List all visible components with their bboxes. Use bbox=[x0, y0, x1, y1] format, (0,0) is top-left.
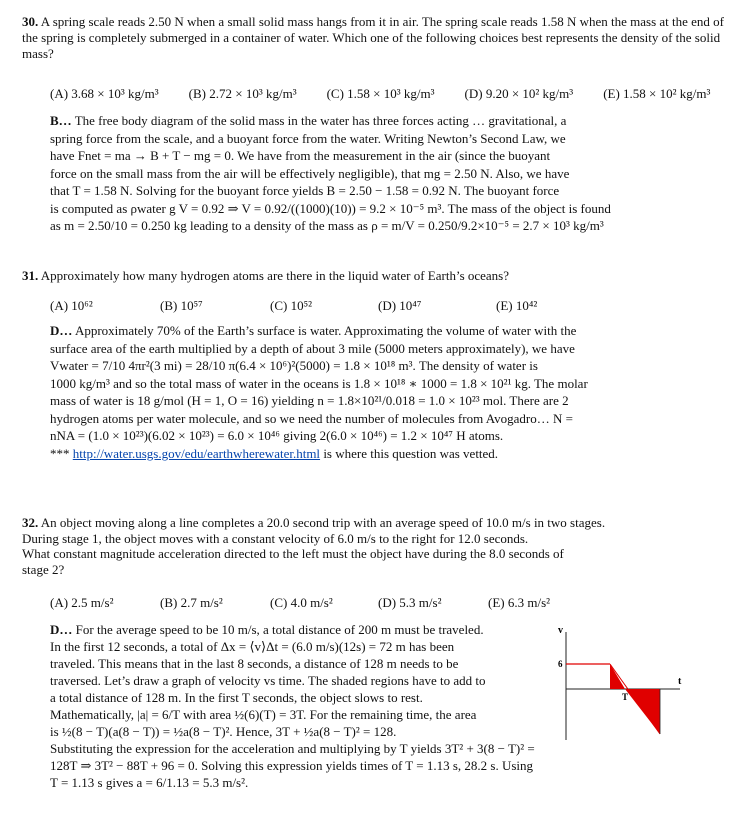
vetted-suffix: is where this question was vetted. bbox=[323, 445, 499, 461]
answer-line: is computed as ρwater g V = 0.92 ⇒ V = 0.92/((1000)(10)) = 9.2 × 10⁻⁵ m³. The mass of the object is found bbox=[50, 200, 611, 216]
y-axis-label: v bbox=[558, 625, 563, 636]
velocity-time-graph bbox=[550, 622, 690, 742]
answer-line: In the first 12 seconds, a total of Δx = ⟨v⟩Δt = (6.0 m/s)(12s) = 72 m has been bbox=[50, 639, 455, 654]
answer-line: that T = 1.58 N. Solving for the buoyant force yields B = 2.50 − 1.58 = 0.92 N. The buoyant force bbox=[50, 183, 560, 198]
answer-line: a total distance of 128 m. In the first T seconds, the object slows to rest. bbox=[50, 690, 423, 705]
option-c[interactable]: (C) 1.58 × 10³ kg/m³ bbox=[326, 86, 435, 101]
question-line: stage 2? bbox=[22, 561, 65, 577]
option-b[interactable]: (B) 2.72 × 10³ kg/m³ bbox=[188, 86, 297, 101]
answer-line: Mathematically, |a| = 6/T with area ½(6)(T) = 3T. For the remaining time, the area bbox=[50, 707, 477, 722]
answer-explanation bbox=[50, 322, 730, 462]
answer-line: nNA = (1.0 × 10²³)(6.02 × 10²³) = 6.0 × 10⁴⁶ giving 2(6.0 × 10⁴⁶) = 1.2 × 10⁴⁷ H atoms. bbox=[50, 428, 504, 443]
answer-line: mass of water is 18 g/mol (H = 1, O = 16) yielding n = 1.8×10²¹/0.018 = 1.0 × 10²³ mol. There are 2 bbox=[50, 393, 569, 408]
option-d[interactable]: (D) 9.20 × 10² kg/m³ bbox=[464, 86, 574, 101]
answer-line: traveled. This means that in the last 8 seconds, a distance of 128 m needs to be bbox=[50, 656, 459, 671]
option-e[interactable]: (E) 6.3 m/s² bbox=[488, 595, 551, 610]
answer-label: B… bbox=[50, 113, 72, 128]
answer-line: hydrogen atoms per water molecule, and so we need the number of molecules from Avogadro… N = bbox=[50, 410, 573, 426]
answer-line: have Fnet = ma → B + T − mg = 0. We have from the measurement in the air (since the buoyant bbox=[50, 148, 551, 163]
answer-explanation bbox=[50, 621, 610, 791]
option-d[interactable]: (D) 10⁴⁷ bbox=[378, 298, 422, 313]
tick-T-label: T bbox=[622, 692, 629, 702]
option-d[interactable]: (D) 5.3 m/s² bbox=[378, 595, 442, 610]
source-link[interactable]: http://water.usgs.gov/edu/earthwherewater.html bbox=[72, 445, 321, 461]
question-number: 32. bbox=[22, 515, 39, 530]
option-c[interactable]: (C) 4.0 m/s² bbox=[270, 595, 333, 610]
vetted-prefix: *** bbox=[50, 445, 70, 461]
options-row bbox=[50, 595, 730, 611]
answer-line: is ½(8 − T)(a(8 − T)) = ½a(8 − T)². Hence, 3T + ½a(8 − T)² = 128. bbox=[50, 724, 397, 739]
answer-label: D… bbox=[50, 622, 73, 637]
tick-6-label: 6 bbox=[558, 659, 563, 669]
answer-line: For the average speed to be 10 m/s, a total distance of 200 m must be traveled. bbox=[75, 622, 484, 637]
answer-line: Vwater = 7/10 4πr²(3 mi) = 28/10 π(6.4 × 10⁶)²(5000) = 1.8 × 10¹⁸ m³. The density of water is bbox=[50, 358, 538, 373]
option-b[interactable]: (B) 2.7 m/s² bbox=[160, 595, 223, 610]
question-line: During stage 1, the object moves with a constant velocity of 6.0 m/s to the right for 12.0 seconds. bbox=[22, 530, 529, 546]
answer-line: traversed. Let’s draw a graph of velocity vs time. The shaded regions have to add to bbox=[50, 673, 486, 688]
answer-line: T = 1.13 s gives a = 6/1.13 = 5.3 m/s². bbox=[50, 775, 249, 790]
option-c[interactable]: (C) 10⁵² bbox=[270, 298, 313, 313]
answer-line: spring force from the scale, and a buoyant force from the water. Writing Newton’s Second Law, we bbox=[50, 130, 566, 146]
answer-line: surface area of the earth multiplied by a depth of about 3 mile (5000 meters approximately), we have bbox=[50, 340, 575, 356]
option-a[interactable]: (A) 10⁶² bbox=[50, 298, 93, 313]
answer-line: 128T ⇒ 3T² − 88T + 96 = 0. Solving this expression yields times of T = 1.13 s, 28.2 s. Using bbox=[50, 758, 533, 773]
option-e[interactable]: (E) 1.58 × 10² kg/m³ bbox=[603, 86, 711, 101]
option-a[interactable]: (A) 2.5 m/s² bbox=[50, 595, 114, 610]
option-b[interactable]: (B) 10⁵⁷ bbox=[160, 298, 203, 313]
options-row bbox=[50, 298, 730, 314]
x-axis-label: t bbox=[678, 676, 682, 687]
question-text: Approximately how many hydrogen atoms are there in the liquid water of Earth’s oceans? bbox=[40, 268, 510, 283]
option-a[interactable]: (A) 3.68 × 10³ kg/m³ bbox=[50, 86, 159, 101]
options-row bbox=[50, 86, 730, 102]
answer-line: 1000 kg/m³ and so the total mass of water in the oceans is 1.8 × 10¹⁸ ∗ 1000 = 1.8 × 10²¹ kg. The molar bbox=[50, 375, 588, 391]
answer-line: as m = 2.50/10 = 0.250 kg leading to a density of the mass as ρ = m/V = 0.250/9.2×10⁻⁵ = 2.7 × 10³ kg/m³ bbox=[50, 218, 604, 233]
answer-line: The free body diagram of the solid mass in the water has three forces acting … gravitational, a bbox=[74, 113, 567, 128]
question-30 bbox=[22, 14, 730, 235]
answer-line: force on the small mass from the air will be effectively negligible), that mg = 2.50 N. Also, we have bbox=[50, 165, 570, 181]
question-text: A spring scale reads 2.50 N when a small solid mass hangs from it in air. The spring scale reads 1.58 N when the mass at the end of the spring is completely submerged in a container of water. Which one of the following choices best represents the density of the solid mass? bbox=[22, 14, 724, 61]
answer-label: D… bbox=[50, 323, 73, 338]
question-number: 31. bbox=[22, 268, 39, 283]
question-31 bbox=[22, 268, 730, 462]
option-e[interactable]: (E) 10⁴² bbox=[496, 298, 538, 313]
answer-explanation bbox=[50, 112, 730, 235]
question-line: An object moving along a line completes a 20.0 second trip with an average speed of 10.0 m/s in two stages. bbox=[40, 515, 606, 530]
answer-line: Substituting the expression for the acceleration and multiplying by T yields 3T² + 3(8 − T)² = bbox=[50, 741, 535, 756]
question-number: 30. bbox=[22, 14, 39, 29]
answer-line: Approximately 70% of the Earth’s surface is water. Approximating the volume of water with the bbox=[74, 323, 577, 338]
question-line: What constant magnitude acceleration directed to the left must the object have during the 8.0 seconds of bbox=[22, 546, 564, 561]
